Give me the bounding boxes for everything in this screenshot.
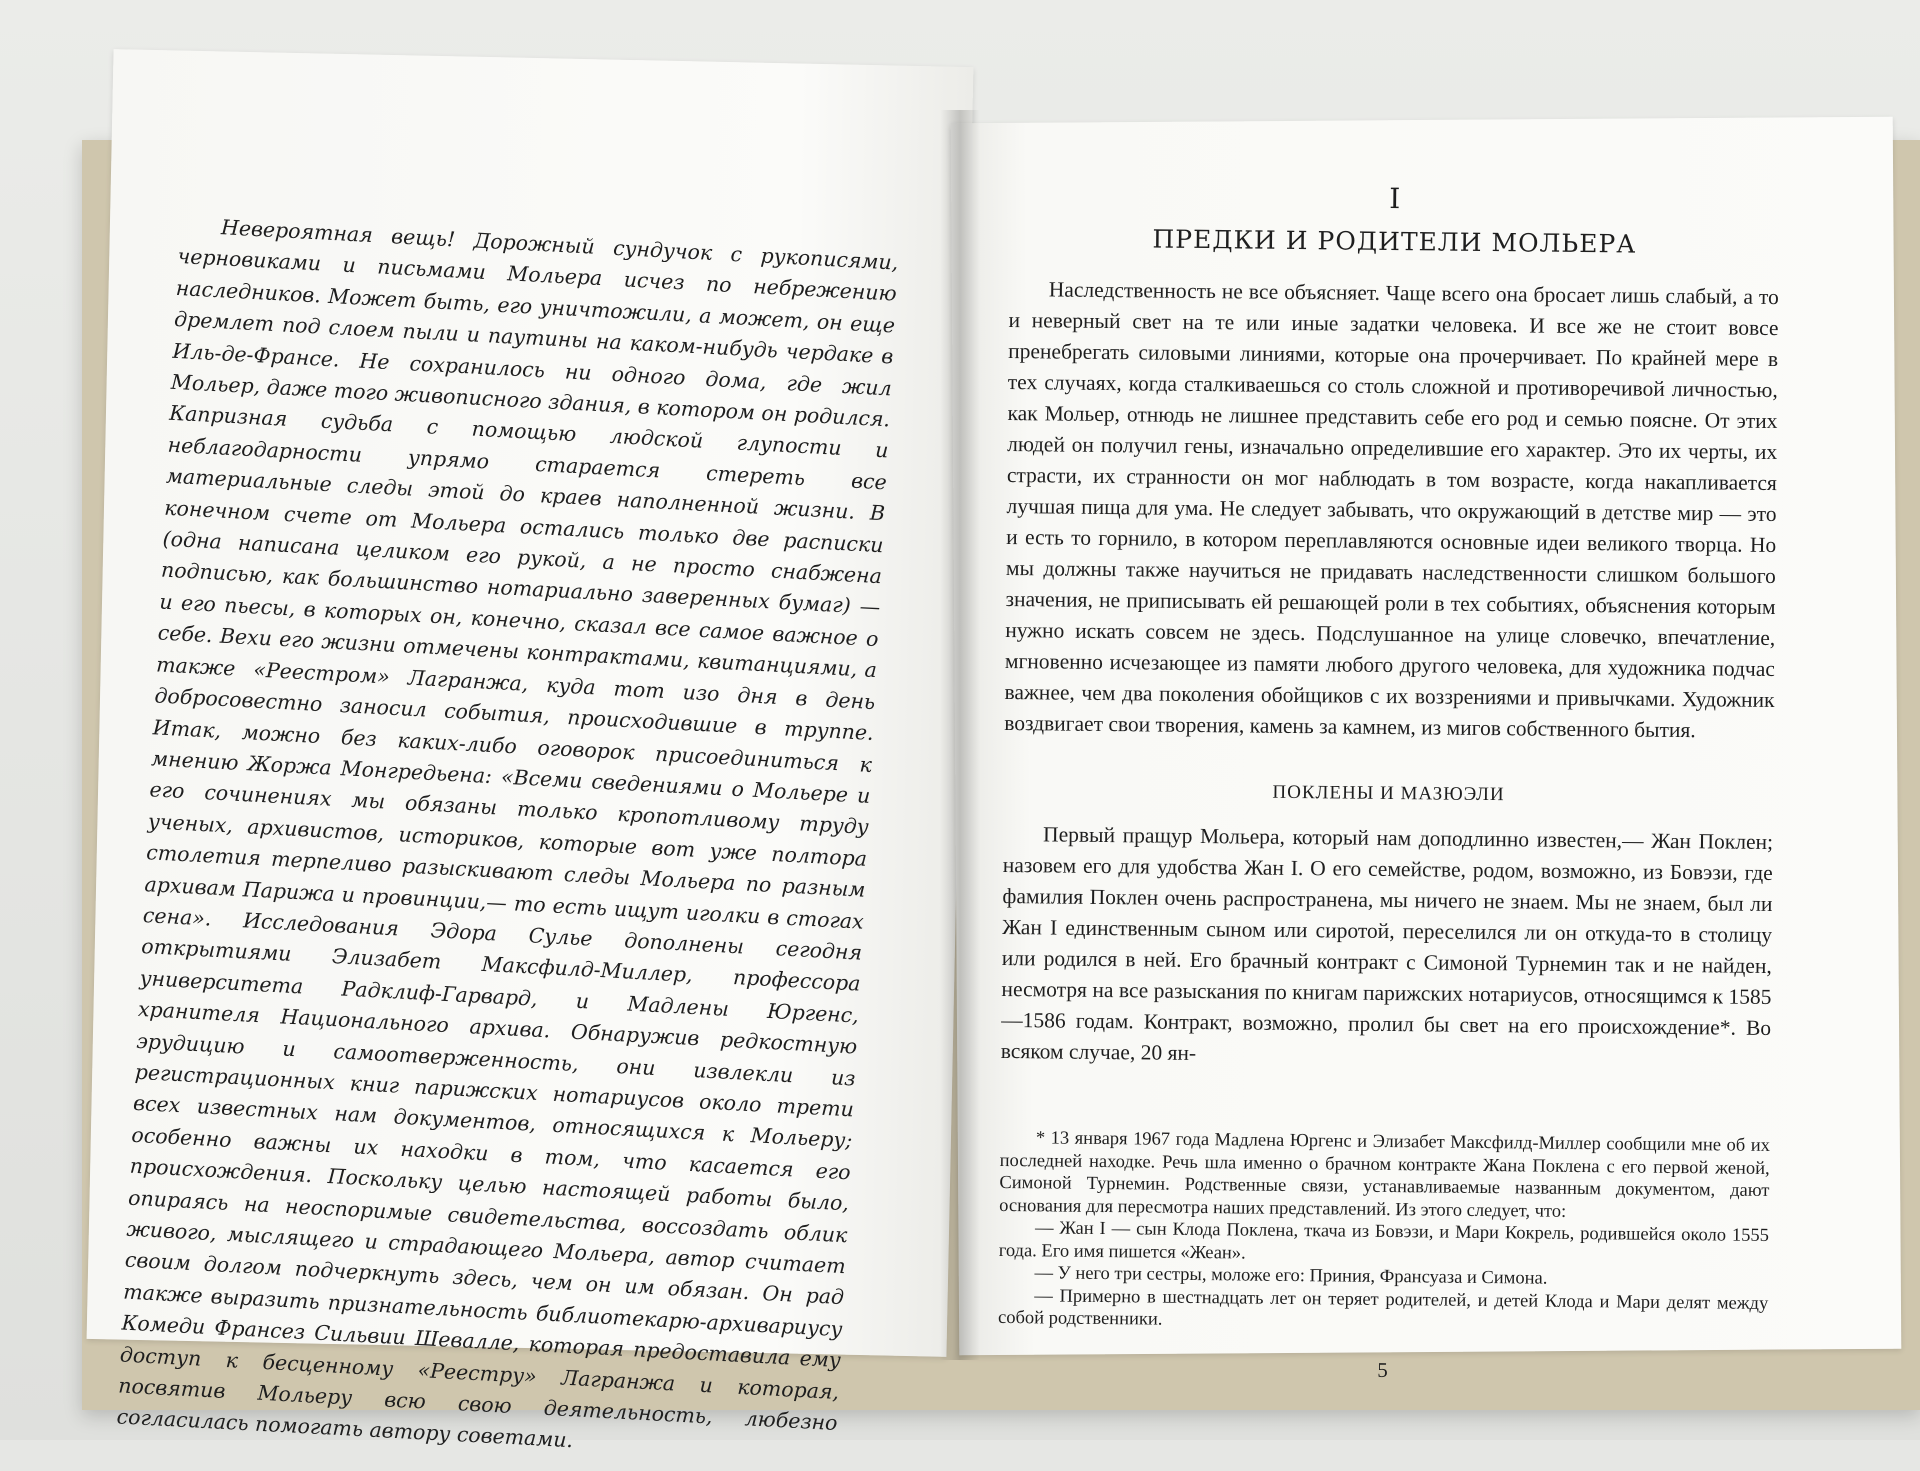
footnote-item: — Примерно в шестнадцать лет он теряет родителей, и детей Клода и Мари делят между собой родственники. [997, 1285, 1769, 1330]
footnote: * 13 января 1967 года Мадлена Юргенс и Элизабет Максфилд-Миллер сообщили мне об их последней находке. Речь шла именно о брачном контракте Жана Поклена с его первой женой, Симоной Турнемин. Родственные связи, устанавливаемые названным документом, дают основания для пересмотра наших представлений. Из этого следует, что: [999, 1128, 1771, 1222]
footnotes [998, 1127, 1770, 1338]
book-gutter [940, 110, 980, 1360]
chapter-title: ПРЕДКИ И РОДИТЕЛИ МОЛЬЕРА [1152, 224, 1637, 259]
footnote-item: — У него три сестры, моложе его: Приния, Франсуаза и Симона. [1034, 1263, 1548, 1289]
section-paragraph: Первый пращур Мольера, который нам доподлинно известен,— Жан Поклен; назовем его для удобства Жан I. О его семействе, родом, возможно, из Бовэзи, где фамилия Поклен очень распространена, мы ничего не знаем. Мы не знаем, был ли Жан I единственным сыном или сиротой, переселился ли он откуда-то в столицу или родился в ней. Его брачный контракт с Симоной Турнемин так и не найден, несмотря на все разыскания по книгам парижских нотариусов, относящимся к 1585—1586 годам. Контракт, возможно, пролил бы свет на его происхождение*. Во всяком случае, 20 ян- [1000, 822, 1774, 1065]
intro-paragraph: Наследственность не все объясняет. Чаще всего она бросает лишь слабый, а то и неверный свет на те или иные задатки человека. И все же не стоит вовсе пренебрегать силовыми линиями, которые она прочерчивает. По крайней мере в тех случаях, когда сталкиваешься со столь сложной и противоречивой личностью, как Мольер, отнюдь не лишнее представить себе его род и семью поясне. От этих людей он получил гены, изначально определившие его характер. Это их черты, их страсти, их странности он мог наблюдать в том возрасте, когда накапливается лучшая пища для ума. Не следует забывать, что окружающий в детстве мир — это и есть то горнило, в котором переплавляются основные идеи великого творца. Но мы должны также научиться не придавать наследственности слишком большого значения, не приписывать ей решающей роли в тех событиях, объяснения которым нужно искать совсем не здесь. Подслушанное на улице словечко, впечатление, мгновенно исчезающее из памяти любого другого человека, для художника подчас важнее, чем два поколения обойщиков с их воззрениями и привычками. Художник воздвигает свои творения, камень за камнем, из мигов собственного бытия. [1004, 277, 1779, 743]
section-title: ПОКЛЕНЫ И МАЗЮЭЛИ [1272, 781, 1505, 806]
page-number: 5 [1377, 1357, 1388, 1382]
left-page-paragraph: Невероятная вещь! Дорожный сундучок с рукописями, черновиками и письмами Мольера исчез по небрежению наследников. Может быть, его уничтожили, а может, он еще дремлет под слоем пыли и паутины на каком-нибудь чердаке в Иль-де-Франсе. Не сохранилось ни одного дома, где жил Мольер, даже того живописного здания, в котором он родился. Капризная судьба с помощью людской глупости и неблагодарности упрямо старается стереть все материальные следы этой до краев наполненной жизни. В конечном счете от Мольера остались только две расписки (одна написана целиком его рукой, а не просто снабжена подписью, как большинство нотариально заверенных бумаг) — и его пьесы, в которых он, конечно, сказал все самое важное о себе. Вехи его жизни отмечены контрактами, квитанциями, а также «Реестром» Лагранжа, куда тот изо дня в день добросовестно заносил события, происходившие в труппе. Итак, можно без каких-либо оговорок присоединиться к мнению Жоржа Монгредьена: «Всеми сведениями о Мольере и его сочинениях мы обязаны только кропотливому труду ученых, архивистов, историков, которые вот уже полтора столетия терпеливо разыскивают следы Мольера по разным архивам Парижа и провинции,— то есть ищут иголки в стогах сена». Исследования Эдора Сулье дополнены сегодня открытиями Элизабет Максфилд-Миллер, профессора университета Радклиф-Гарвард, и Мадлены Юргенс, хранителя Национального архива. Обнаружив редкостную эрудицию и самоотверженность, они извлекли из регистрационных книг парижских нотариусов около трети всех известных нам документов, относящихся к Мольеру; особенно важны их находки в том, что касается его происхождения. Поскольку целью настоящей работы было, опираясь на неоспоримые свидетельства, воссоздать облик живого, мыслящего и страдающего Мольера, автор считает своим долгом подчеркнуть здесь, чем он им обязан. Он рад также выразить признательность библиотекарю-архивариусу Комеди Франсез Сильвии Шевалле, которая предоставила ему доступ к бесценному «Реестру» Лагранжа и которая, посвятив Мольеру всю свою деятельность, любезно согласилась помогать автору советами. [116, 215, 899, 1453]
right-page-content [997, 178, 1780, 1386]
chapter-number: I [1389, 181, 1401, 216]
footnote-item: — Жан I — сын Клода Поклена, ткача из Бовэзи, и Мари Кокрель, родившейся около 1555 года. Его имя пишется «Жеан». [998, 1218, 1770, 1264]
